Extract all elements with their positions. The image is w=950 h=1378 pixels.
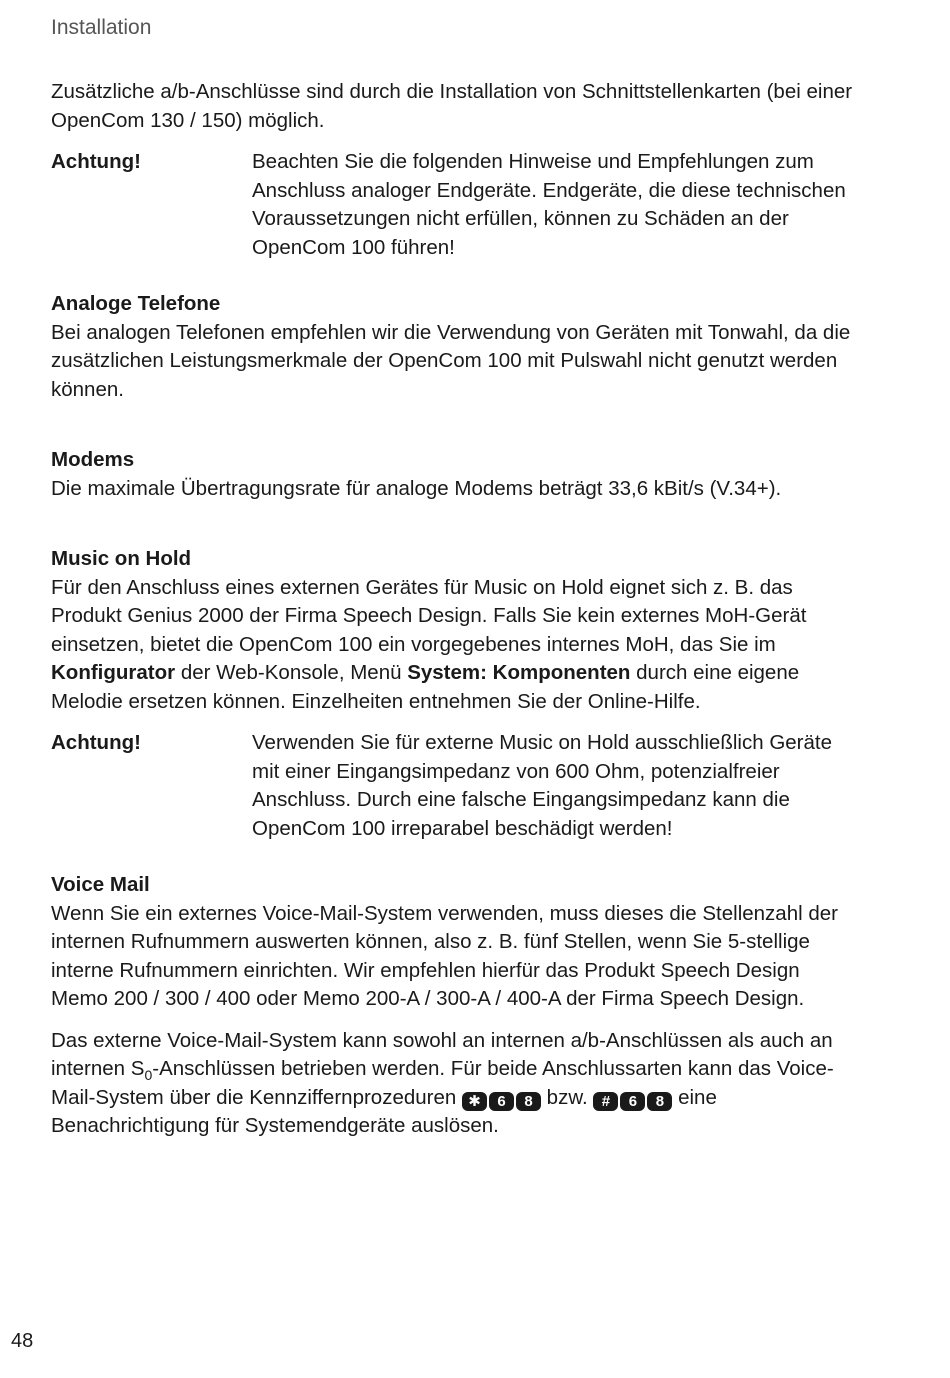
page-number: 48: [11, 1330, 34, 1352]
section-heading: Music on Hold: [51, 547, 192, 570]
text-run: der Web-Konsole, Menü: [175, 661, 408, 684]
digit-key-icon: 6: [489, 1092, 514, 1111]
key-sequence-2: [593, 1086, 672, 1109]
warning-note-1: [51, 148, 859, 262]
section-text: [51, 574, 859, 717]
section-heading: Modems: [51, 448, 135, 471]
warning-label: Achtung!: [51, 150, 141, 173]
digit-key-icon: 8: [647, 1092, 672, 1111]
text-run: Das externe Voice-Mail-System kann sowohl an internen a/b-Anschlüssen als auch an internen S: [51, 1028, 833, 1080]
section-heading: Analoge Telefone: [51, 292, 221, 315]
section-music-on-hold: [51, 545, 859, 716]
section-heading: Voice Mail: [51, 873, 150, 896]
text-run: Für den Anschluss eines externen Gerätes für Music on Hold eignet sich z. B. das Produkt Genius 2000 der Firma Speech Design. Falls Sie kein externes MoH-Gerät einsetzen, bietet die OpenCom 100 ein vorgegebenes internes MoH, das Sie im: [51, 575, 807, 656]
section-analog-phones: [51, 290, 859, 404]
section-modems: [51, 446, 859, 503]
section-voice-mail: [51, 871, 859, 1141]
section-text: Wenn Sie ein externes Voice-Mail-System verwenden, muss dieses die Stellenzahl der internen Rufnummern auswerten können, also z. B. fünf Stellen, wenn Sie 5-stellige interne Rufnummern einrichten. Wir empfehlen hierfür das Produkt Speech Design Memo 200 / 300 / 400 oder Memo 200-A / 300-A / 400-A der Firma Speech Design.: [51, 901, 838, 1010]
konfigurator-term: Konfigurator: [51, 661, 176, 684]
page-content: [51, 78, 859, 1141]
running-header: Installation: [51, 16, 152, 39]
digit-key-icon: 6: [620, 1092, 645, 1111]
warning-note-2: [51, 729, 859, 843]
section-text: Die maximale Übertragungsrate für analoge Modems beträgt 33,6 kBit/s (V.34+).: [51, 476, 782, 500]
text-run: eine Benachrichtigung für Systemendgeräte auslösen.: [51, 1085, 717, 1137]
subscript: 0: [144, 1067, 153, 1084]
text-run: durch eine eigene Melodie ersetzen können. Einzelheiten entnehmen Sie der Online-Hilfe.: [51, 661, 800, 713]
section-text-2: [51, 1027, 859, 1141]
warning-label: Achtung!: [51, 731, 141, 754]
key-sequence-1: [462, 1086, 541, 1109]
menu-path-term: System: Komponenten: [407, 661, 631, 684]
intro-paragraph: Zusätzliche a/b-Anschlüsse sind durch die Installation von Schnittstellenkarten (bei einer OpenCom 130 / 150) möglich.: [51, 80, 853, 132]
warning-text: Beachten Sie die folgenden Hinweise und Empfehlungen zum Anschluss analoger Endgeräte. Endgeräte, die diese technischen Voraussetzungen nicht erfüllen, können zu Schäden an der OpenCom 100 führen!: [252, 150, 846, 259]
section-text: Bei analogen Telefonen empfehlen wir die Verwendung von Geräten mit Tonwahl, da die zusätzlichen Leistungsmerkmale der OpenCom 100 mit Pulswahl nicht genutzt werden können.: [51, 320, 851, 401]
text-run: bzw.: [540, 1085, 594, 1109]
star-key-icon: ✱: [462, 1092, 487, 1111]
text-run: -Anschlüssen betrieben werden. Für beide Anschlussarten kann das Voice-Mail-System über die Kennziffernprozeduren: [51, 1057, 834, 1109]
digit-key-icon: 8: [516, 1092, 541, 1111]
hash-key-icon: #: [593, 1092, 618, 1111]
warning-text: Verwenden Sie für externe Music on Hold ausschließlich Geräte mit einer Eingangsimpedanz von 600 Ohm, potenzialfreier Anschluss. Durch eine falsche Eingangsimpedanz kann die OpenCom 100 irreparabel beschädigt werden!: [252, 731, 832, 840]
